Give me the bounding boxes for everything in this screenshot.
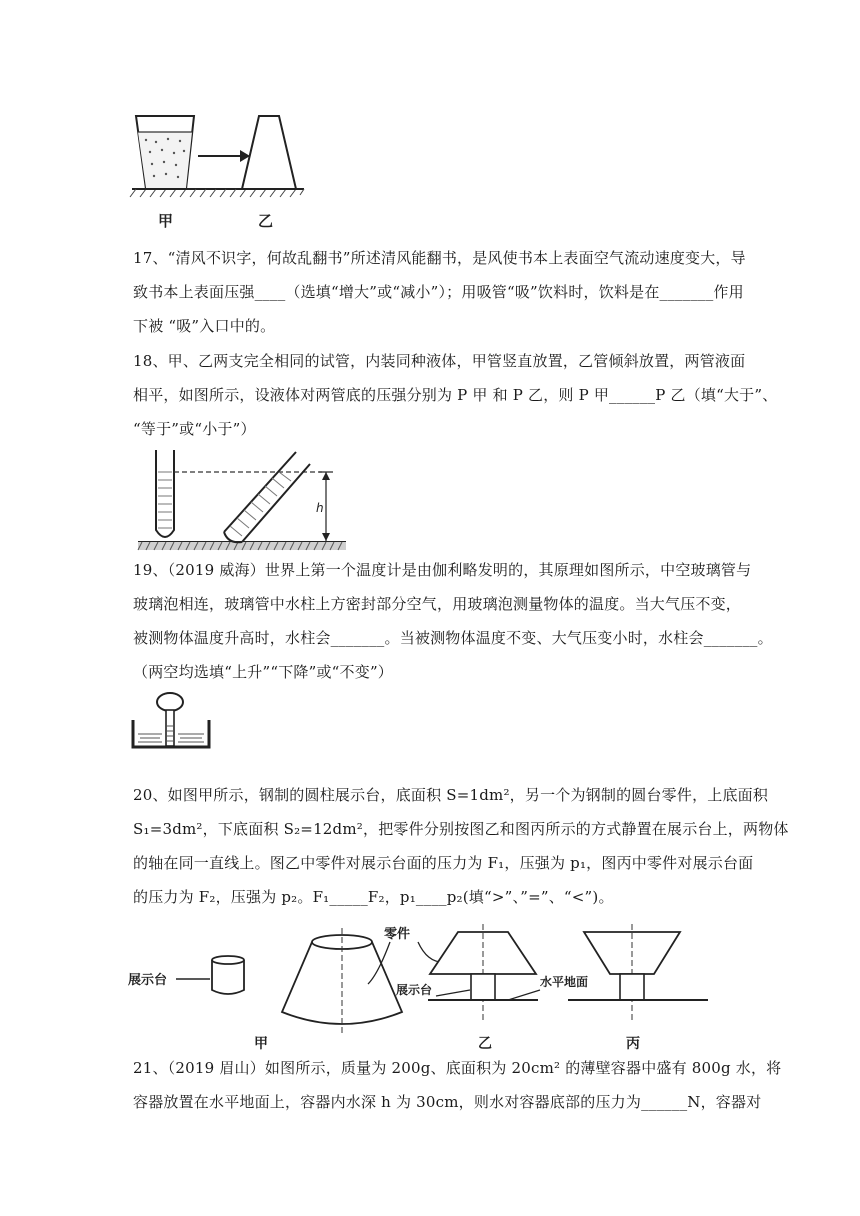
q19-line-1: 19、（2019 威海）世界上第一个温度计是由伽利略发明的，其原理如图所示，中空玻璃管与 (133, 561, 752, 579)
q19-line-2: 玻璃泡相连，玻璃管中水柱上方密封部分空气，用玻璃泡测量物体的温度。当大气压不变， (133, 595, 742, 613)
figure-test-tubes (136, 448, 348, 554)
q20-line-1: 20、如图甲所示，钢制的圆柱展示台，底面积 S=1dm²，另一个为钢制的圆台零件，上底面积 (133, 786, 769, 804)
q19-line-4: （两空均选填“上升”“下降”或“不变”） (133, 663, 394, 681)
question-18 (133, 344, 778, 446)
caption-jia: 甲 (254, 1036, 268, 1050)
figure-stand-and-part (128, 924, 720, 1050)
caption-yi: 乙 (478, 1036, 492, 1050)
question-21 (133, 1051, 782, 1119)
label-stand-2: 展示台 (396, 983, 433, 997)
q20-line-2: S₁=3dm²，下底面积 S₂=12dm²，把零件分别按图乙和图丙所示的方式静置在展示台上，两物体 (133, 820, 789, 838)
h-label: h (316, 501, 324, 515)
figure-containers (128, 104, 308, 234)
label-stand: 展示台 (128, 973, 168, 988)
q17-line-3: 下被 “吸”入口中的。 (133, 317, 276, 335)
q17-line-1: 17、“清风不识字，何故乱翻书”所述清风能翻书，是风使书本上表面空气流动速度变大，导 (133, 249, 746, 267)
caption-bing: 丙 (626, 1036, 640, 1050)
label-jia: 甲 (158, 212, 174, 230)
question-20 (133, 778, 789, 914)
q20-line-4: 的压力为 F₂，压强为 p₂。F₁_____F₂，p₁____p₂(填“>”、”=”、“<”)。 (133, 888, 614, 906)
question-19 (133, 553, 773, 689)
label-part: 零件 (384, 927, 411, 942)
q18-line-1: 18、甲、乙两支完全相同的试管，内装同种液体，甲管竖直放置，乙管倾斜放置，两管液面 (133, 352, 746, 370)
q18-line-2: 相平，如图所示，设液体对两管底的压强分别为 P 甲 和 P 乙，则 P 甲______P 乙（填“大于”、 (133, 386, 778, 404)
q19-line-3: 被测物体温度升高时，水柱会_______。当被测物体温度不变、大气压变小时，水柱会_______。 (133, 629, 773, 647)
q20-line-3: 的轴在同一直线上。图乙中零件对展示台面的压力为 F₁，压强为 p₁，图丙中零件对展示台面 (133, 854, 754, 872)
label-yi: 乙 (258, 212, 274, 230)
q17-line-2: 致书本上表面压强____（选填“增大”或“减小”）；用吸管“吸”饮料时，饮料是在_______作用 (133, 283, 744, 301)
label-ground: 水平地面 (540, 975, 589, 989)
q18-line-3: “等于”或“小于”） (133, 420, 256, 438)
q21-line-2: 容器放置在水平地面上，容器内水深 h 为 30cm，则水对容器底部的压力为______N，容器对 (133, 1093, 762, 1111)
figure-thermoscope (130, 690, 212, 750)
question-17 (133, 241, 746, 343)
q21-line-1: 21、（2019 眉山）如图所示，质量为 200g、底面积为 20cm² 的薄壁容器中盛有 800g 水，将 (133, 1059, 782, 1077)
